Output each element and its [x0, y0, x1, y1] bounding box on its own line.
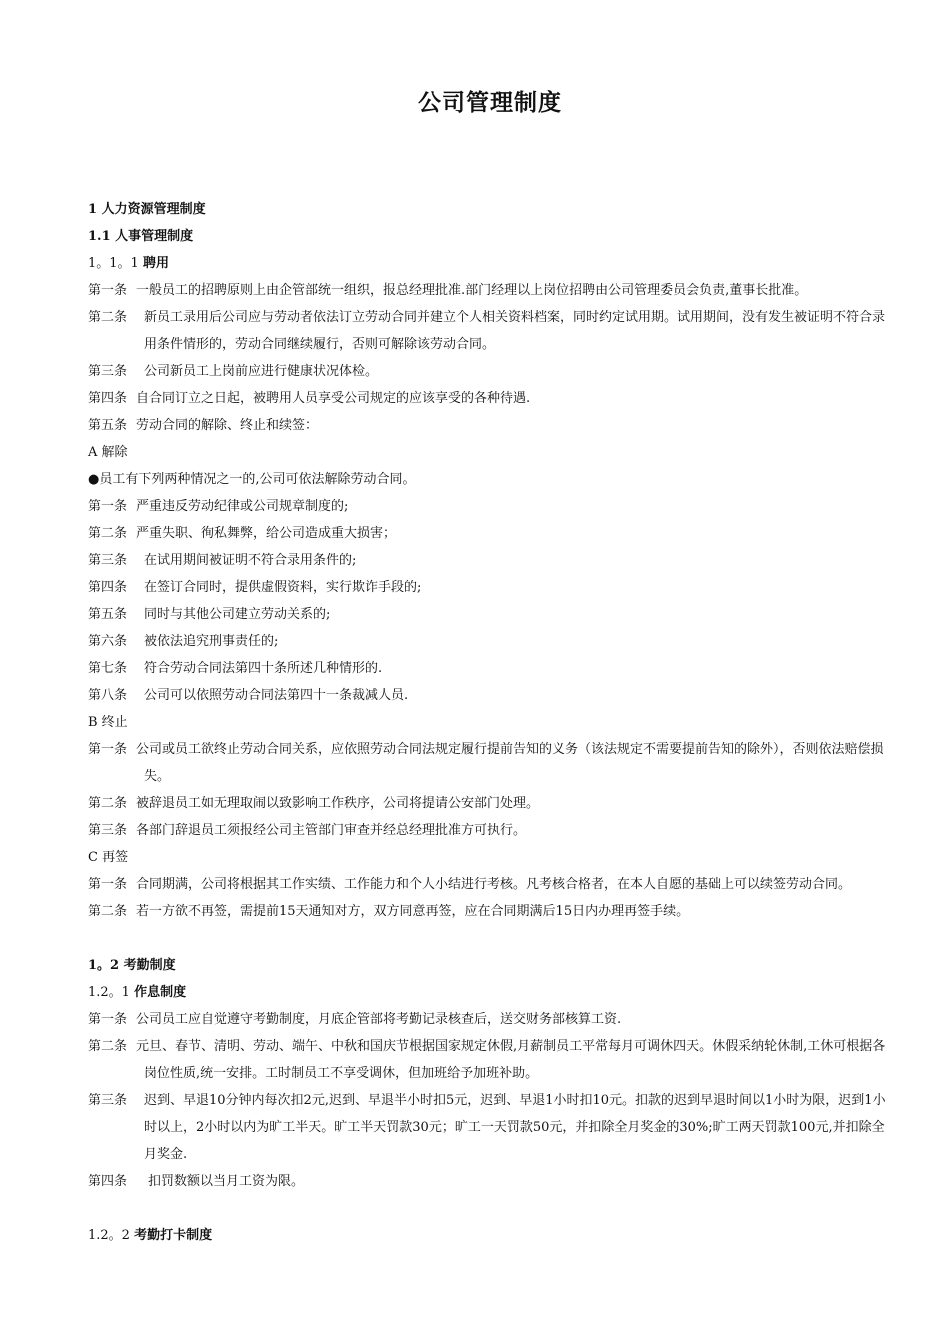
subsection-c: C 再签	[88, 850, 129, 865]
heading-1-1-1	[88, 250, 893, 277]
article-label: 第二条	[88, 796, 128, 811]
article-label: 第一条	[88, 877, 128, 892]
article-text: 严重失职、徇私舞弊，给公司造成重大损害；	[136, 526, 397, 541]
termination-article	[88, 574, 893, 601]
article-label: 第七条	[88, 661, 128, 676]
article-text: 新员工录用后公司应与劳动者依法订立劳动合同并建立个人相关资料档案，同时约定试用期。试用期间，没有发生被证明不符合录用条件情形的，劳动合同继续履行，否则可解除该劳动合同。	[144, 310, 886, 352]
termination-article	[88, 655, 893, 682]
article-text: 元旦、春节、清明、劳动、端午、中秋和国庆节根据国家规定休假,月薪制员工平常每月可调休四天。休假采纳轮休制,工休可根据各岗位性质,统一安排。工时制员工不享受调休，但加班给予加班补助。	[136, 1039, 886, 1081]
document-body	[88, 196, 893, 1249]
end-article	[88, 736, 893, 790]
bullet-item: ●员工有下列两种情况之一的,公司可依法解除劳动合同。	[88, 472, 416, 487]
article-4	[88, 385, 893, 412]
heading-1-2-1	[88, 979, 893, 1006]
article-label: 第三条	[88, 364, 128, 379]
heading-1-2-2	[88, 1222, 893, 1249]
article-text: 同时与其他公司建立劳动关系的;	[144, 607, 331, 622]
termination-article	[88, 682, 893, 709]
heading-number: 1.2。1	[88, 985, 135, 1000]
attendance-article	[88, 1033, 893, 1087]
heading-1-1: 1.1 人事管理制度	[88, 229, 194, 244]
article-label: 第二条	[88, 310, 128, 325]
spacer	[88, 1195, 893, 1222]
article-text: 扣罚数额以当月工资为限。	[148, 1174, 305, 1189]
termination-article	[88, 601, 893, 628]
article-text: 公司可以依照劳动合同法第四十一条裁减人员.	[144, 688, 409, 703]
heading-number: 1。1。1	[88, 256, 143, 271]
heading-text: 考勤打卡制度	[134, 1228, 213, 1243]
subsection-a: A 解除	[88, 445, 128, 460]
termination-article	[88, 520, 893, 547]
article-text: 被依法追究刑事责任的;	[144, 634, 279, 649]
heading-1: 1 人力资源管理制度	[88, 202, 206, 217]
heading-number: 1.2。2	[88, 1228, 135, 1243]
article-text: 公司或员工欲终止劳动合同关系，应依照劳动合同法规定履行提前告知的义务（该法规定不需要提前告知的除外），否则依法赔偿损失。	[136, 742, 884, 784]
attendance-article	[88, 1087, 893, 1168]
document-title: 公司管理制度	[418, 90, 562, 116]
article-text: 公司员工应自觉遵守考勤制度，月底企管部将考勤记录核查后，送交财务部核算工资.	[136, 1012, 622, 1027]
article-2	[88, 304, 893, 358]
renewal-article	[88, 898, 893, 925]
article-label: 第五条	[88, 418, 128, 433]
article-text: 若一方欲不再签，需提前15天通知对方，双方同意再签，应在合同期满后15日内办理再签手续。	[136, 904, 690, 919]
attendance-article	[88, 1006, 893, 1033]
article-text: 一般员工的招聘原则上由企管部统一组织，报总经理批准.部门经理以上岗位招聘由公司管理委员会负责,董事长批准。	[136, 283, 808, 298]
article-label: 第一条	[88, 742, 128, 757]
article-label: 第六条	[88, 634, 128, 649]
article-label: 第一条	[88, 283, 128, 298]
heading-1-2: 1。2 考勤制度	[88, 958, 176, 973]
heading-text: 作息制度	[134, 985, 187, 1000]
article-label: 第四条	[88, 391, 128, 406]
article-1	[88, 277, 893, 304]
article-text: 在试用期间被证明不符合录用条件的;	[144, 553, 357, 568]
article-label: 第一条	[88, 499, 128, 514]
article-text: 劳动合同的解除、终止和续签：	[136, 418, 319, 433]
termination-article	[88, 547, 893, 574]
article-text: 合同期满，公司将根据其工作实绩、工作能力和个人小结进行考核。凡考核合格者，在本人自愿的基础上可以续签劳动合同。	[136, 877, 852, 892]
subsection-b: B 终止	[88, 715, 128, 730]
article-3	[88, 358, 893, 385]
article-5	[88, 412, 893, 439]
article-label: 第一条	[88, 1012, 128, 1027]
end-article	[88, 817, 893, 844]
article-text: 各部门辞退员工须报经公司主管部门审查并经总经理批准方可执行。	[136, 823, 527, 838]
end-article	[88, 790, 893, 817]
termination-article	[88, 493, 893, 520]
heading-text: 聘用	[142, 256, 169, 271]
article-label: 第三条	[88, 553, 128, 568]
renewal-article	[88, 871, 893, 898]
article-label: 第二条	[88, 904, 128, 919]
article-label: 第三条	[88, 823, 128, 838]
article-label: 第四条	[88, 580, 128, 595]
article-text: 公司新员工上岗前应进行健康状况体检。	[144, 364, 379, 379]
article-text: 迟到、早退10分钟内每次扣2元,迟到、早退半小时扣5元，迟到、早退1小时扣10元。扣款的迟到早退时间以1小时为限，迟到1小时以上，2小时以内为旷工半天。旷工半天罚款30元；旷工一天罚款50元，并扣除全月奖金的30%;旷工两天罚款100元,并扣除全月奖金.	[144, 1093, 886, 1162]
article-text: 自合同订立之日起，被聘用人员享受公司规定的应该享受的各种待遇.	[136, 391, 531, 406]
spacer	[88, 925, 893, 952]
article-text: 符合劳动合同法第四十条所述几种情形的.	[144, 661, 383, 676]
article-label: 第二条	[88, 1039, 128, 1054]
article-label: 第八条	[88, 688, 128, 703]
article-text: 在签订合同时，提供虚假资料，实行欺诈手段的;	[144, 580, 422, 595]
article-text: 严重违反劳动纪律或公司规章制度的;	[136, 499, 349, 514]
attendance-article	[88, 1168, 893, 1195]
article-label: 第三条	[88, 1093, 128, 1108]
termination-article	[88, 628, 893, 655]
article-text: 被辞退员工如无理取闹以致影响工作秩序，公司将提请公安部门处理。	[136, 796, 540, 811]
article-label: 第二条	[88, 526, 128, 541]
article-label: 第四条	[88, 1174, 128, 1189]
article-label: 第五条	[88, 607, 128, 622]
